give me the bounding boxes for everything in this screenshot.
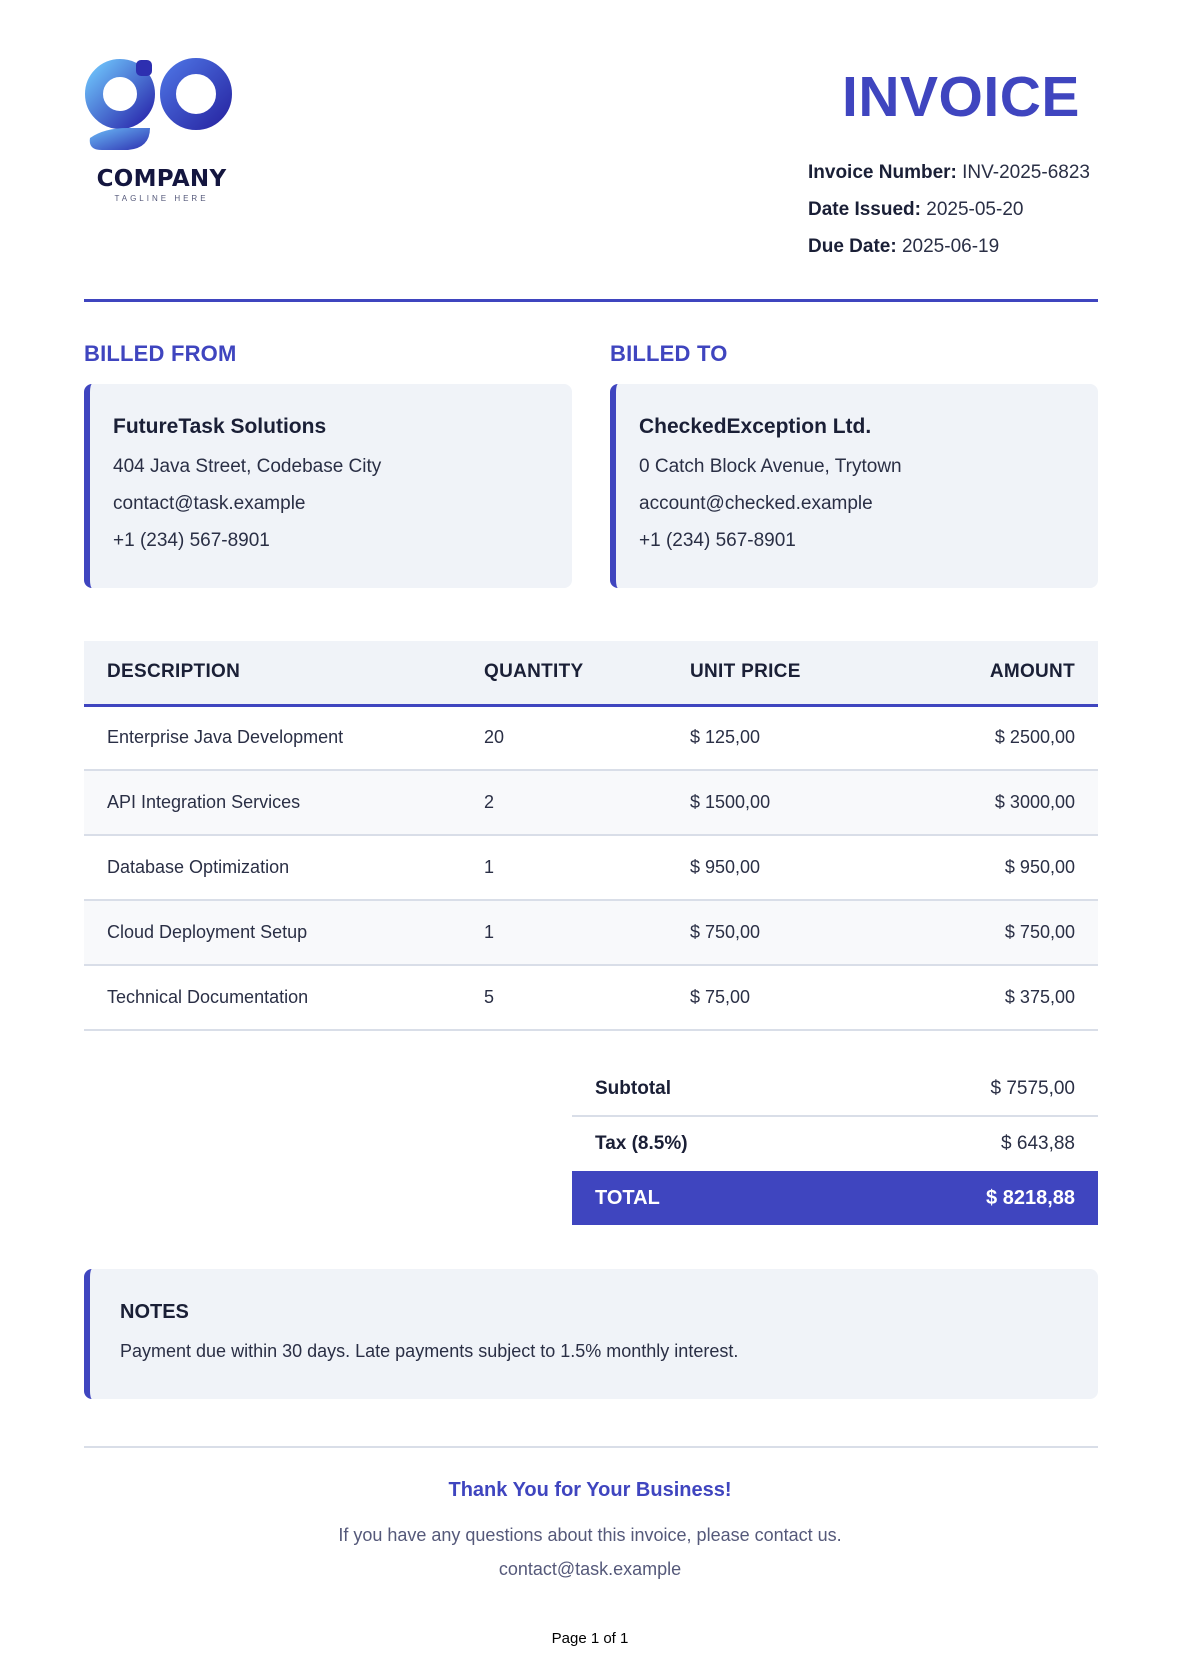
table-header-row — [84, 641, 1098, 705]
item-unit-price: $ 75,00 — [690, 965, 960, 1030]
billed-to-card — [610, 384, 1098, 588]
company-tagline: TAGLINE HERE — [114, 194, 209, 203]
item-amount: $ 950,00 — [960, 835, 1098, 900]
invoice-number-row — [808, 160, 1090, 197]
header-divider — [84, 299, 1098, 302]
billed-from-card — [84, 384, 572, 588]
total-label: TOTAL — [595, 1186, 660, 1209]
notes-card — [84, 1269, 1098, 1399]
item-unit-price: $ 750,00 — [690, 900, 960, 965]
due-date-label: Due Date: — [808, 236, 897, 257]
subtotal-label: Subtotal — [595, 1077, 671, 1099]
footer-email: contact@task.example — [498, 1559, 682, 1579]
item-description: Database Optimization — [84, 835, 484, 900]
footer-divider — [84, 1446, 1098, 1448]
item-quantity: 2 — [484, 770, 690, 835]
table-row — [84, 705, 1098, 770]
subtotal-value: $ 7575,00 — [990, 1077, 1075, 1099]
due-date-value: 2025-06-19 — [901, 236, 1000, 257]
header-quantity: QUANTITY — [484, 641, 690, 705]
date-issued-label: Date Issued: — [808, 199, 921, 220]
item-unit-price: $ 125,00 — [690, 705, 960, 770]
notes-title: NOTES — [120, 1301, 189, 1323]
date-issued-value: 2025-05-20 — [926, 199, 1024, 220]
item-description: Enterprise Java Development — [84, 705, 484, 770]
item-quantity: 1 — [484, 900, 690, 965]
item-description: API Integration Services — [84, 770, 484, 835]
line-items-table — [84, 641, 1098, 1031]
tax-label: Tax (8.5%) — [595, 1133, 688, 1154]
item-amount: $ 750,00 — [960, 900, 1098, 965]
billed-to-heading: BILLED TO — [610, 341, 728, 366]
totals-block — [572, 1062, 1098, 1225]
total-value: $ 8218,88 — [986, 1186, 1075, 1209]
invoice-title: INVOICE — [842, 65, 1080, 129]
table-row — [84, 770, 1098, 835]
item-description: Cloud Deployment Setup — [84, 900, 484, 965]
page-number: Page 1 of 1 — [551, 1630, 629, 1647]
tax-value: $ 643,88 — [1001, 1133, 1075, 1154]
header-unit-price: UNIT PRICE — [690, 641, 960, 705]
thank-you-message: Thank You for Your Business! — [448, 1479, 732, 1501]
item-amount: $ 2500,00 — [960, 705, 1098, 770]
item-amount: $ 3000,00 — [960, 770, 1098, 835]
billed-to-phone: +1 (234) 567-8901 — [639, 530, 796, 551]
company-logo — [84, 58, 244, 208]
billed-to-email: account@checked.example — [639, 493, 873, 514]
billed-from-phone: +1 (234) 567-8901 — [113, 530, 270, 551]
footer-questions: If you have any questions about this invoice, please contact us. — [338, 1525, 842, 1545]
due-date-row — [808, 234, 1090, 271]
item-description: Technical Documentation — [84, 965, 484, 1030]
company-name: COMPANY — [96, 166, 227, 192]
header-description: DESCRIPTION — [84, 641, 484, 705]
item-unit-price: $ 950,00 — [690, 835, 960, 900]
item-quantity: 5 — [484, 965, 690, 1030]
table-row — [84, 835, 1098, 900]
invoice-meta — [808, 160, 1090, 271]
item-quantity: 1 — [484, 835, 690, 900]
billed-from-address: 404 Java Street, Codebase City — [113, 456, 382, 477]
tax-row — [572, 1117, 1098, 1171]
billed-from-email: contact@task.example — [113, 493, 306, 514]
date-issued-row — [808, 197, 1090, 234]
billed-to-address: 0 Catch Block Avenue, Trytown — [639, 456, 902, 477]
item-amount: $ 375,00 — [960, 965, 1098, 1030]
billed-to-name: CheckedException Ltd. — [639, 415, 872, 438]
logo-mark-icon — [84, 58, 244, 163]
total-row — [572, 1171, 1098, 1225]
item-unit-price: $ 1500,00 — [690, 770, 960, 835]
billed-from-name: FutureTask Solutions — [113, 415, 327, 438]
billed-from-heading: BILLED FROM — [84, 341, 237, 366]
subtotal-row — [572, 1062, 1098, 1117]
header-amount: AMOUNT — [960, 641, 1098, 705]
invoice-number-value: INV-2025-6823 — [962, 162, 1090, 183]
table-row — [84, 900, 1098, 965]
notes-text: Payment due within 30 days. Late payments subject to 1.5% monthly interest. — [120, 1341, 739, 1361]
table-row — [84, 965, 1098, 1030]
invoice-number-label: Invoice Number: — [808, 162, 957, 183]
item-quantity: 20 — [484, 705, 690, 770]
